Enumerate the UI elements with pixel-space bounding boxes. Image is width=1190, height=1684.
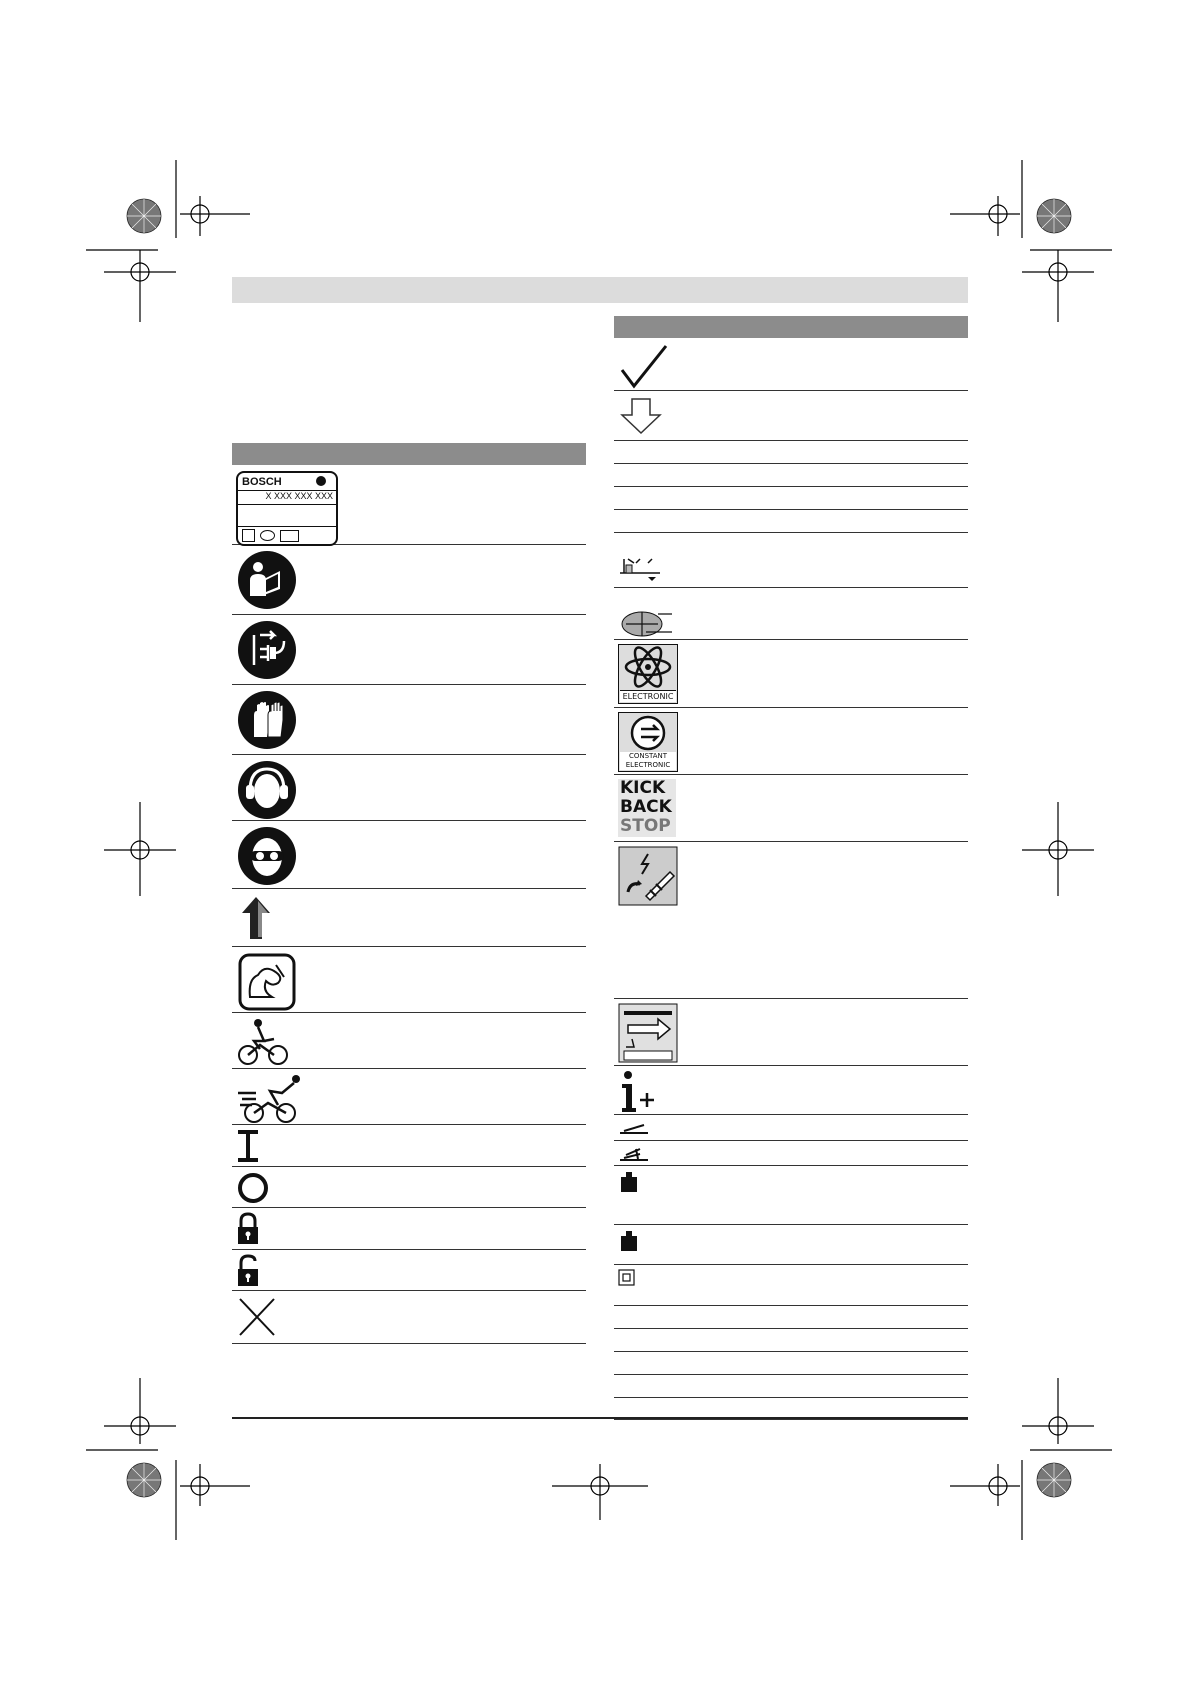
constant-label-1: CONSTANT	[620, 752, 676, 761]
cutting-depth-row	[614, 533, 968, 588]
ear-protection-icon	[236, 759, 298, 821]
weight-2-row	[614, 1225, 968, 1265]
spec-row-4	[614, 510, 968, 533]
unplug-icon	[236, 619, 298, 681]
ear-protection-row	[232, 755, 586, 821]
cycling-icon	[236, 1017, 292, 1067]
forbidden-row	[232, 1291, 586, 1344]
weight-icon	[618, 1170, 640, 1194]
nameplate-part-number: X XXX XXX XXX	[265, 491, 333, 501]
gloves-row	[232, 685, 586, 755]
constant-label-2: ELECTRONIC	[620, 761, 676, 770]
double-insulation-icon	[618, 1269, 636, 1287]
locked-row	[232, 1208, 586, 1250]
electronic-row	[614, 640, 968, 708]
weight-row	[614, 1166, 968, 1225]
nameplate-icon	[236, 471, 338, 546]
electronic-icon	[618, 644, 678, 704]
spec-row-2	[614, 464, 968, 487]
table-header-right	[614, 316, 968, 338]
empty-row-4	[614, 1375, 968, 1398]
info-plus-icon	[618, 1070, 658, 1114]
checkmark-icon	[618, 342, 670, 390]
arrow-up-icon	[236, 893, 276, 943]
kickback-text-2: BACK	[620, 797, 672, 817]
direction-arrow-icon	[618, 1003, 678, 1063]
down-arrow-row	[614, 391, 968, 441]
spec-row-1	[614, 441, 968, 464]
restart-protection-row	[614, 842, 968, 999]
arrow-up-row	[232, 889, 586, 947]
speed-high-row	[614, 1141, 968, 1166]
switch-on-icon	[236, 1129, 260, 1163]
preselect-row	[614, 999, 968, 1066]
cross-icon	[236, 1295, 278, 1339]
kickback-stop-icon	[618, 779, 676, 837]
gloves-icon	[236, 689, 298, 751]
check-row	[614, 338, 968, 391]
speed-high-icon	[618, 1145, 650, 1163]
table-header-left	[232, 443, 586, 465]
speed-low-row	[614, 1115, 968, 1141]
bottom-rule	[232, 1417, 968, 1419]
cycling-slow-row	[232, 1013, 586, 1069]
info-plus-row	[614, 1066, 968, 1115]
constant-electronic-icon	[618, 712, 678, 772]
header-bar	[232, 277, 968, 303]
switch-off-row	[232, 1167, 586, 1208]
kickback-text-3: STOP	[620, 816, 671, 836]
speed-low-icon	[618, 1119, 650, 1137]
read-manual-row	[232, 545, 586, 615]
electronic-label: ELECTRONIC	[620, 690, 676, 702]
nameplate-globe-icon	[316, 476, 326, 486]
spec-row-3	[614, 487, 968, 510]
unlocked-row	[232, 1250, 586, 1291]
empty-row-2	[614, 1329, 968, 1352]
arrow-down-icon	[618, 395, 664, 437]
weight-icon-2	[618, 1229, 640, 1253]
unlock-icon	[236, 1254, 260, 1288]
nameplate-row	[232, 465, 586, 545]
nameplate-brand: BOSCH	[242, 476, 282, 488]
empty-row-1	[614, 1306, 968, 1329]
lock-icon	[236, 1212, 260, 1246]
cutting-depth-icon	[618, 553, 662, 585]
symbols-table-left	[232, 443, 586, 1344]
saw-blade-row	[614, 588, 968, 640]
constant-electronic-row	[614, 708, 968, 775]
eye-protection-icon	[236, 825, 298, 887]
unplug-row	[232, 615, 586, 685]
switch-on-row	[232, 1125, 586, 1167]
kickback-stop-row	[614, 775, 968, 842]
cycling-fast-icon	[236, 1073, 306, 1125]
cycling-fast-row	[232, 1069, 586, 1125]
symbols-table-right	[614, 316, 968, 1420]
kickback-text-1: KICK	[620, 778, 666, 798]
switch-off-icon	[236, 1171, 270, 1205]
strength-icon	[236, 951, 298, 1013]
empty-row-3	[614, 1352, 968, 1375]
protection-class-row	[614, 1265, 968, 1306]
eye-protection-row	[232, 821, 586, 889]
strength-row	[232, 947, 586, 1013]
restart-protection-icon	[618, 846, 678, 906]
saw-blade-icon	[618, 608, 674, 638]
read-manual-icon	[236, 549, 298, 611]
